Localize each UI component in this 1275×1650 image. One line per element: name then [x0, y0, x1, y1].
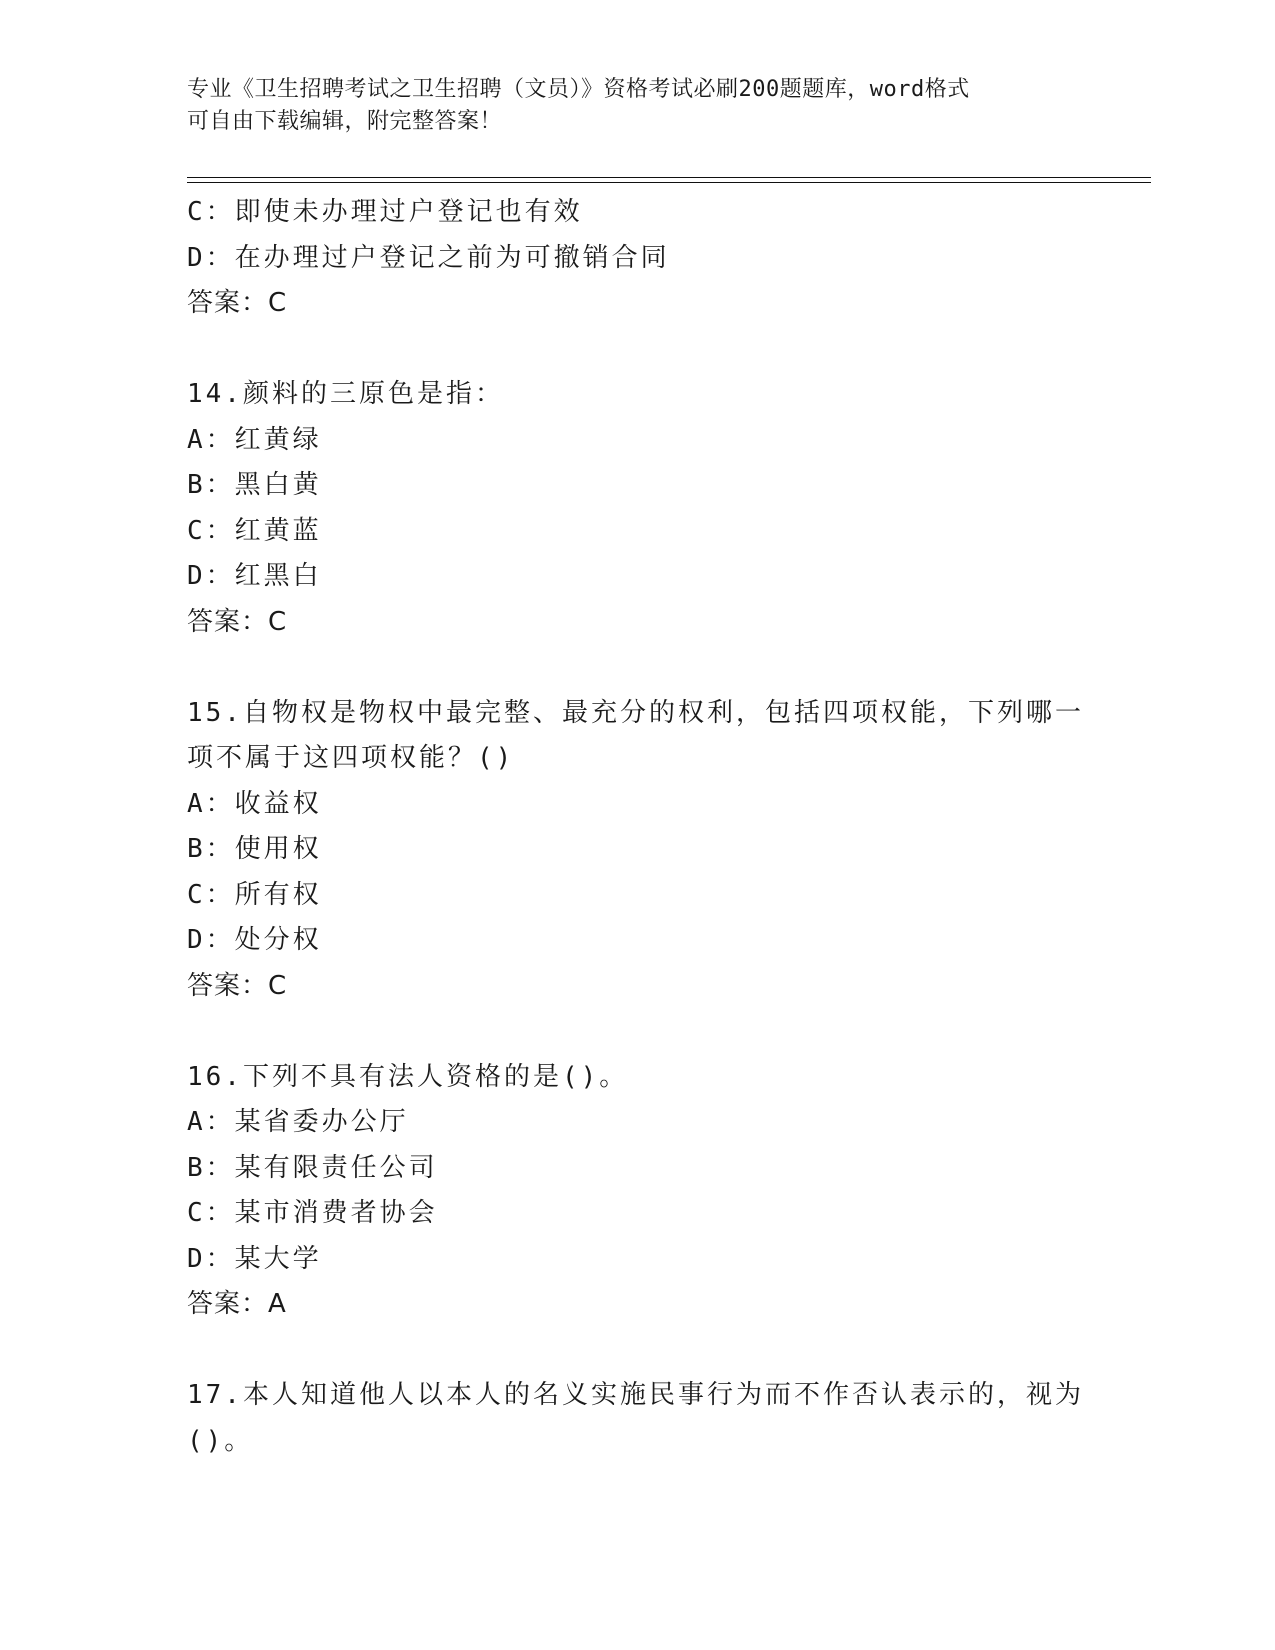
- option-b: B：使用权: [187, 834, 322, 864]
- option-a: A：收益权: [187, 788, 322, 819]
- question-13-tail: [187, 190, 1087, 327]
- answer-line: 答案：A: [187, 1289, 287, 1319]
- header-title-line-1: 专业《卫生招聘考试之卫生招聘（文员）》资格考试必刷200题题库，word格式: [187, 77, 970, 102]
- option-c: C：即使未办理过户登记也有效: [187, 197, 583, 227]
- header-divider-top: [187, 177, 1151, 178]
- answer-line: 答案：C: [187, 606, 288, 637]
- question-stem-line-2: 项不属于这四项权能？(): [187, 743, 515, 773]
- question-stem: 16.下列不具有法人资格的是()。: [187, 1061, 629, 1092]
- option-a: A：某省委办公厅: [187, 1107, 409, 1137]
- header-title-line-2: 可自由下载编辑，附完整答案！: [187, 109, 503, 134]
- question-list: [187, 190, 1087, 1464]
- header-divider-bottom: [187, 182, 1151, 183]
- option-a: A：红黄绿: [187, 424, 322, 455]
- answer-line: 答案：C: [187, 288, 288, 318]
- question-14: [187, 372, 1087, 645]
- option-c: C：某市消费者协会: [187, 1198, 438, 1228]
- document-header: [187, 74, 1087, 138]
- question-stem-line-2: ()。: [187, 1425, 254, 1456]
- question-16: [187, 1055, 1087, 1328]
- option-b: B：某有限责任公司: [187, 1152, 438, 1183]
- option-b: B：黑白黄: [187, 470, 322, 500]
- spacer: [187, 1009, 1087, 1055]
- question-17: [187, 1373, 1087, 1464]
- answer-line: 答案：C: [187, 970, 288, 1001]
- spacer: [187, 645, 1087, 691]
- option-c: C：红黄蓝: [187, 515, 322, 546]
- question-stem-line-1: 17.本人知道他人以本人的名义实施民事行为而不作否认表示的，视为: [187, 1380, 1084, 1410]
- spacer: [187, 1328, 1087, 1374]
- question-stem-line-1: 15.自物权是物权中最完整、最充分的权利，包括四项权能，下列哪一: [187, 697, 1084, 728]
- option-c: C：所有权: [187, 879, 322, 910]
- option-d: D：红黑白: [187, 561, 322, 591]
- spacer: [187, 327, 1087, 373]
- option-d: D：在办理过户登记之前为可撤销合同: [187, 242, 670, 273]
- question-15: [187, 691, 1087, 1010]
- option-d: D：某大学: [187, 1243, 322, 1274]
- option-d: D：处分权: [187, 925, 322, 955]
- question-stem: 14.颜料的三原色是指：: [187, 379, 504, 409]
